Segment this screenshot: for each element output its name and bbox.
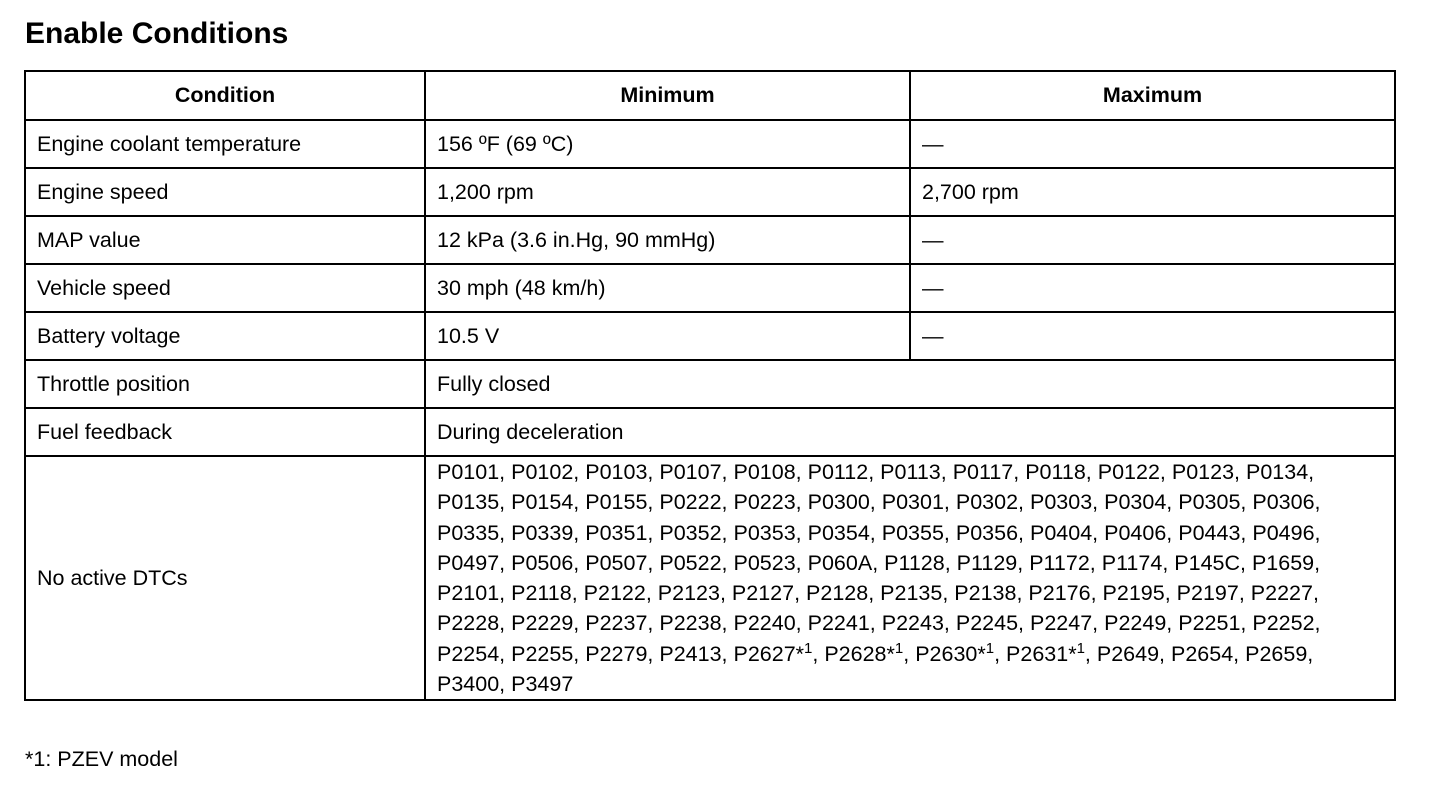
dtc-code: P0522 [659,550,722,575]
dtc-code: P2240 [733,611,796,636]
dtc-code: P2127 [731,581,795,606]
condition-cell: Engine speed [25,168,425,216]
dtc-code: P2627*$^1$ [733,639,813,666]
value-cell: During deceleration [425,408,1395,456]
value-cell: Fully closed [425,360,1395,408]
dtc-code: P2123 [657,581,720,606]
dtc-code: P0497 [437,550,500,575]
dtc-code: P0113 [880,460,941,484]
dtc-code: P0356 [955,520,1019,545]
dtc-code: P0108 [733,460,796,484]
dtc-code: P2249 [1104,611,1167,636]
maximum-cell: — [910,264,1395,312]
page-title: Enable Conditions [25,17,289,50]
dtc-code: P0305 [1178,490,1241,515]
dtc-code: P0101 [437,460,500,484]
minimum-cell: 12 kPa (3.6 in.Hg, 90 mmHg) [425,216,910,264]
dtc-code: P0335 [437,520,500,545]
dtc-code: P0103 [585,460,648,484]
dtc-code: P2237 [585,611,648,636]
dtc-code: P2195 [1102,581,1165,606]
table-row [25,360,1395,408]
dtc-code: P2135 [880,581,943,606]
maximum-cell: — [910,312,1395,360]
dtc-code: P0523 [733,550,796,575]
dtc-code: P2138 [954,581,1017,606]
condition-cell: Vehicle speed [25,264,425,312]
dtc-code: P2659 [1245,641,1308,666]
dtc-code: P2654 [1171,641,1234,666]
dtc-code: P0303 [1030,490,1093,515]
dtc-code: P0339 [511,520,574,545]
dtc-code: P2252 [1252,611,1315,636]
dtc-code: P3400 [437,672,500,697]
dtc-code: P2229 [511,611,574,636]
condition-cell: Engine coolant temperature [25,120,425,168]
dtc-code: P1659 [1251,550,1315,575]
enable-conditions-table [24,70,1396,701]
dtc-code: P2228 [437,611,500,636]
dtc-code: P0155 [585,490,648,515]
maximum-cell: — [910,120,1395,168]
dtc-code: P2413 [659,641,722,666]
dtc-code: P1174 [1101,550,1163,575]
condition-cell: Throttle position [25,360,425,408]
header-minimum: Minimum [425,71,910,120]
dtc-code: P0134 [1246,460,1309,484]
dtc-code: P1172 [1029,550,1090,575]
dtc-code: P2254 [437,641,500,666]
dtc-code: P0223 [733,490,796,515]
table-row [25,216,1395,264]
dtc-code: P2101 [437,581,500,606]
dtc-code: P2122 [583,581,646,606]
maximum-cell: 2,700 rpm [910,168,1395,216]
table-row [25,168,1395,216]
dtc-code: P0301 [881,490,944,515]
dtc-code: P2631*$^1$ [1006,639,1085,666]
footnote-marker: 1 [985,639,995,657]
dtc-code: P2245 [955,611,1019,636]
dtc-code: P2247 [1030,611,1093,636]
dtc-code: P0117 [952,460,1014,484]
condition-cell: MAP value [25,216,425,264]
dtc-code: P0351 [585,520,648,545]
minimum-cell: 30 mph (48 km/h) [425,264,910,312]
dtc-code: P0496 [1252,520,1315,545]
dtc-code: P2128 [806,581,869,606]
condition-cell: Battery voltage [25,312,425,360]
dtc-code: P0102 [511,460,574,484]
dtc-code: P0123 [1171,460,1235,484]
dtc-code: P1128 [884,550,945,575]
dtc-code: P2238 [659,611,722,636]
dtc-code: P0112 [807,460,869,484]
dtc-code: P2255 [511,641,574,666]
table-header-row [25,71,1395,120]
table-row [25,120,1395,168]
dtc-code: P0306 [1252,490,1315,515]
dtc-code: P145C [1174,550,1241,575]
minimum-cell: 1,200 rpm [425,168,910,216]
minimum-cell: 156 ºF (69 ºC) [425,120,910,168]
dtc-code: P0406 [1104,520,1167,545]
footnote: *1: PZEV model [25,747,178,771]
condition-cell: No active DTCs [25,456,425,700]
table-row [25,264,1395,312]
dtc-code: P0352 [659,520,722,545]
dtc-code: P2118 [511,581,572,606]
dtc-code: P0304 [1104,490,1167,515]
dtc-code: P0135 [437,490,500,515]
dtc-code: P2279 [585,641,648,666]
dtc-list-cell: P0101, P0102, P0103, P0107, P0108, P0112, P0113, P0117, P0118, P0122, P0123, P0134, P0135, P0154, P0155, P0222, P0223, P0300, P0301, P0302, P0303, P0304, P0305, P0306, P0335, P0339, P0351, P0352, P0353, P0354, P0355, P0356, P0404, P0406, P0443, P0496, P0497, P0506, P0507, P0522, P0523, P060A, P1128, P1129, P1172, P1174, P145C, P1659, P2101, P2118, P2122, P2123, P2127, P2128, P2135, P2138, P2176, P2195, P2197, P2227, P2228, P2229, P2237, P2238, P2240, P2241, P2243, P2245, P2247, P2249, P2251, P2252, P2254, P2255, P2279, P2413, P2627*$^1$, P2628*$^1$, P2630*$^1$, P2631*$^1$, P2649, P2654, P2659, P3400, P3497 [425,456,1395,700]
dtc-code: P0107 [659,460,722,484]
dtc-code: P2241 [807,611,870,636]
dtc-code: P0222 [659,490,722,515]
footnote-marker: 1 [1076,639,1085,657]
dtc-code: P2628*$^1$ [824,639,904,666]
table-row [25,408,1395,456]
header-condition: Condition [25,71,425,120]
dtc-code: P0353 [733,520,796,545]
dtc-code: P1129 [956,550,1018,575]
dtc-code: P0507 [585,550,648,575]
dtc-row [25,456,1395,700]
dtc-code: P2649 [1096,641,1160,666]
footnote-marker: 1 [804,639,813,657]
dtc-code: P0122 [1097,460,1160,484]
dtc-code: P0443 [1178,520,1241,545]
footnote-marker: 1 [894,639,904,657]
dtc-code: P2197 [1176,581,1239,606]
dtc-code: P3497 [511,672,574,697]
dtc-code: P2243 [881,611,944,636]
table-row [25,312,1395,360]
dtc-code: P0404 [1030,520,1093,545]
header-maximum: Maximum [910,71,1395,120]
dtc-code: P0300 [807,490,870,515]
dtc-code: P0154 [511,490,574,515]
dtc-code: P2251 [1178,611,1241,636]
dtc-code: P0506 [511,550,574,575]
dtc-code: P2630*$^1$ [915,639,995,666]
minimum-cell: 10.5 V [425,312,910,360]
dtc-code: P060A [807,550,873,575]
dtc-code: P2227 [1250,581,1313,606]
maximum-cell: — [910,216,1395,264]
dtc-code: P0302 [955,490,1019,515]
dtc-code: P2176 [1028,581,1091,606]
dtc-code: P0118 [1025,460,1086,484]
dtc-code: P0355 [881,520,944,545]
condition-cell: Fuel feedback [25,408,425,456]
dtc-code: P0354 [807,520,870,545]
